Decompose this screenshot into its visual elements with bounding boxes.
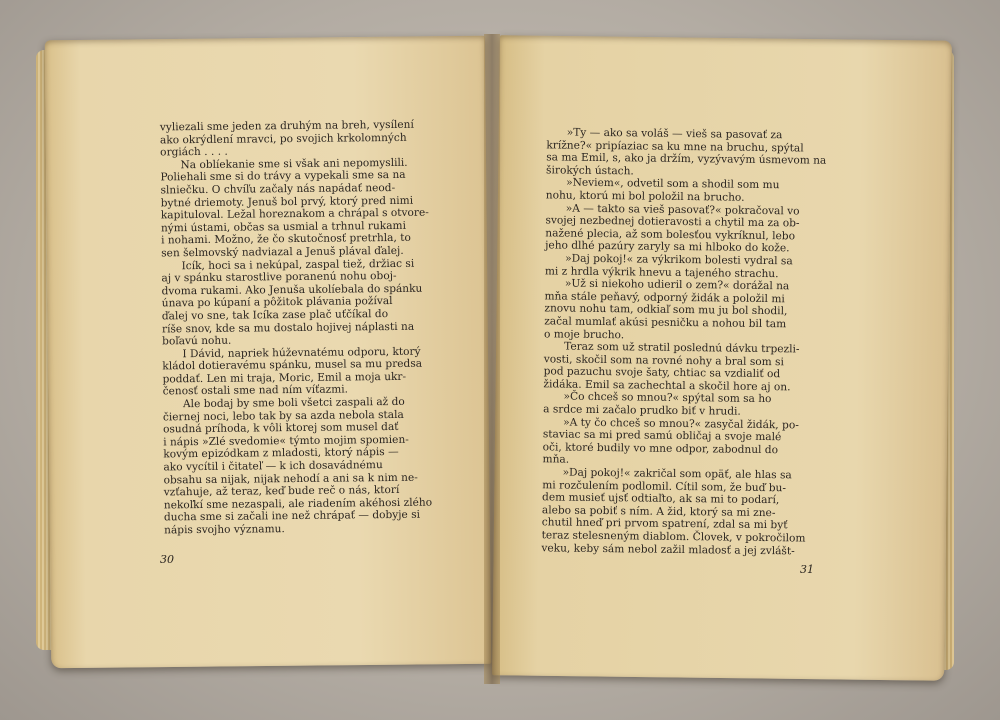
text-line: mňa stále peňavý, odporný židák a položil mi [544, 290, 785, 305]
text-line: o moje brucho. [544, 327, 625, 341]
text-line: ako okrýdlení mravci, po svojich krkolomných [159, 131, 407, 147]
text-line: krížne?« pripíaziac sa ku mne na bruchu, spýtal [546, 138, 804, 155]
text-line: »Čo chceš so mnou?« spýtal som sa ho [543, 390, 772, 406]
text-line: ducha sme si začali ine než chrápať — dobyje si [163, 509, 421, 524]
text-line: veku, keby sám nebol zažil mladosť a jej zvlášt- [541, 541, 795, 557]
text-line: i nápis »Zlé svedomie« týmto mojim spomien- [163, 433, 409, 449]
text-line: nápis svojho významu. [164, 523, 285, 537]
text-line: mi rozčulením podlomil. Cítil som, že buď bu- [542, 478, 787, 494]
text-line: »A — takto sa vieš pasovať?« pokračoval vo [545, 201, 800, 217]
text-line: židáka. Emil sa zachechtal a skočil hore aj on. [543, 378, 791, 394]
text-line: sen šelmovský nadviazal a Jenuš plával ďalej. [161, 244, 404, 260]
text-line: orgiách . . . . [160, 145, 228, 159]
text-line: bytné driemoty. Jenuš bol prvý, ktorý pred nimi [160, 194, 414, 209]
text-line: »Daj pokoj!« zakričal som opäť, ale hlas sa [542, 466, 792, 482]
text-line: mňa. [542, 453, 570, 467]
text-line: Na oblíekanie sme si však ani nepomyslili. [160, 156, 408, 172]
text-line: nekoľkí sme nezaspali, ale riadením akéhosi zlého [163, 496, 433, 512]
text-line: staviac sa mi pred samú obličaj a svoje malé [542, 428, 782, 444]
text-line: kovým epizódkam z mladosti, ktorý nápis — [163, 446, 399, 461]
text-line: sa ma Emil, s, ako ja držím, vyzývavým úsmevom na [546, 151, 827, 167]
text-line: únava po kúpaní a pôžitok plávania požíval [161, 295, 393, 310]
text-line: I Dávid, napriek húževnatému odporu, ktorý [162, 345, 421, 361]
text-line: obsahu sa nijak, nijak nehodí a ani sa k nim ne- [163, 471, 418, 487]
text-line: ako vycítil i čitateľ — k ich dosavádnému [163, 459, 383, 474]
text-line: »Už si niekoho udieril o zem?« dorážal na [544, 277, 790, 293]
text-line: osudná príhoda, k vôli ktorej som musel dať [162, 421, 399, 436]
text-line: jeho dlhé pazúry zaryly sa mi hlboko do kože. [545, 239, 790, 255]
text-line: dvoma rukami. Ako Jenuša ukolíebala do spánku [161, 282, 423, 298]
text-line: nažené plecia, až som bolesťou vykríknul, lebo [545, 227, 796, 243]
text-line: vzťahuje, až teraz, keď bude reč o nás, ktorí [163, 484, 400, 499]
text-line: dem musieť ujsť odtiaľto, ak sa mi to podarí, [542, 491, 780, 507]
text-line: i nohami. Možno, že čo skutočnosť pretrhla, to [161, 232, 411, 247]
right-page-number: 31 [800, 563, 814, 576]
text-line: nohu, ktorú mi bol položil na brucho. [545, 189, 745, 204]
text-line: chutil hneď pri prvom spatrení, zdal sa mi byť [541, 516, 788, 532]
text-line: kapituloval. Ležal horeznakom a chrápal s otvore- [160, 206, 429, 222]
text-line: čiernej noci, lebo tak by sa azda nebola stala [162, 408, 404, 424]
text-line: Icík, hoci sa i nekúpal, zaspal tiež, držiac si [161, 257, 415, 272]
text-line: ríše snov, kde sa mu dostalo hojivej náplasti na [161, 320, 415, 335]
text-line: slniečku. O chvíľu začaly nás napádať neod- [160, 181, 396, 197]
text-line: »Daj pokoj!« za výkrikom bolesti vydral sa [544, 252, 793, 268]
text-line: Ale bodaj by sme boli všetci zaspali až do [162, 395, 405, 411]
text-line: svojej nezbednej dotieravosti a chytil ma za ob- [545, 214, 800, 230]
text-line: Poliehali sme si do trávy a vypekali sme sa na [160, 169, 406, 184]
text-line: kládol dotieravému spánku, musel sa mu predsa [162, 357, 423, 373]
text-line: »A ty čo chceš so mnou?« zasyčal židák, po- [542, 415, 799, 432]
text-line: a srdce mi začalo prudko biť v hrudi. [543, 403, 741, 418]
text-line: »Ty — ako sa voláš — vieš sa pasovať za [546, 126, 783, 142]
text-line: teraz stelesneným diablom. Človek, v pokročilom [541, 529, 806, 545]
text-line: nými ústami, občas sa usmial a trhnul rukami [160, 219, 406, 235]
text-line: »Neviem«, odvetil som a shodil som mu [545, 176, 780, 192]
right-page-text [541, 126, 827, 558]
text-line: mi z hrdla výkrik hnevu a tajeného strachu. [544, 264, 779, 280]
text-line: pod pazuchu svoje šaty, chtiac sa vzdialiť od [543, 365, 781, 381]
text-line: poddať. Len mi traja, Moric, Emil a moja ukr- [162, 370, 407, 386]
text-line: Teraz som už stratil poslednú dávku trpezli- [543, 340, 800, 356]
text-line: aj v spánku starostlive poranenú nohu oboj- [161, 270, 397, 285]
text-line: vyliezali sme jeden za druhým na breh, vysílení [159, 118, 414, 134]
text-line: ďalej vo sne, tak Icíka zase plač uťčíkal do [161, 307, 389, 323]
text-line: vosti, skočil som na rovné nohy a bral som si [543, 353, 784, 368]
text-line: oči, ktoré budily vo mne odpor, zabodnul do [542, 441, 779, 457]
text-line: alebo sa pobiť s ním. A žid, ktorý sa mi zne- [541, 504, 776, 519]
text-line: širokých ústach. [546, 164, 634, 178]
text-line: začal mumlať akúsi pesničku a nohou bil tam [544, 315, 787, 331]
left-page-number: 30 [160, 553, 174, 566]
book-gutter [484, 34, 500, 684]
left-page-text [160, 119, 432, 537]
text-line: čenosť ostali sme nad ním víťazmi. [162, 383, 349, 398]
text-line: boľavú nohu. [162, 334, 232, 348]
text-line: znovu nohu tam, odkiaľ som mu ju bol shodil, [544, 302, 788, 318]
